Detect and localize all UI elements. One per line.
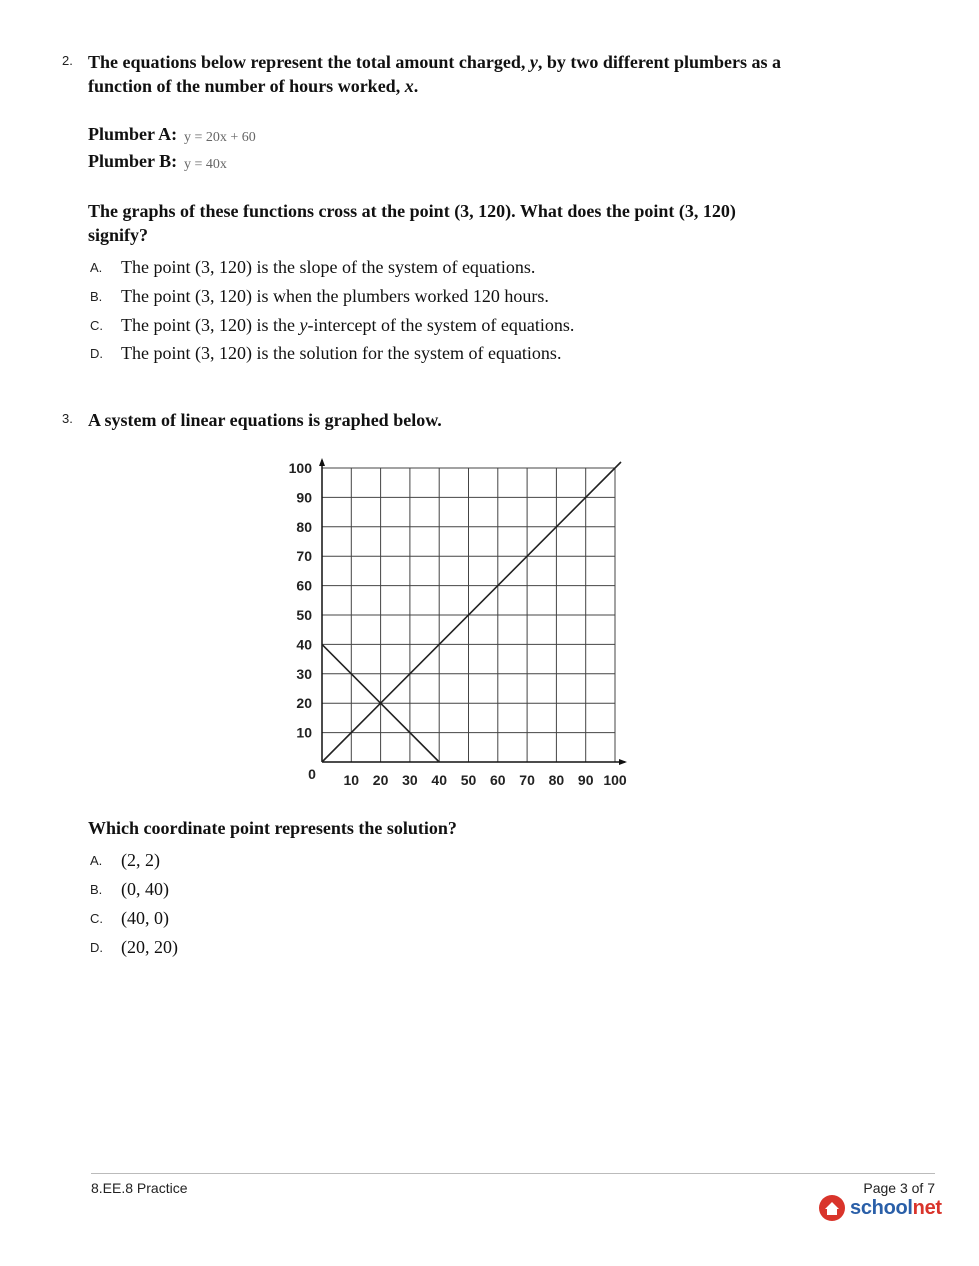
x-tick-label: 40 xyxy=(431,772,447,788)
option-letter-a: A. xyxy=(90,260,103,275)
y-tick-label: 40 xyxy=(296,636,312,653)
x-tick-label: 80 xyxy=(548,772,565,788)
option-d[interactable]: (20, 20) xyxy=(121,937,178,957)
option-text: The point (3, 120) is the xyxy=(121,315,300,335)
plumber-a-equation: y = 20x + 60 xyxy=(184,130,256,145)
stem-text: The equations below represent the total amount charged, xyxy=(88,52,530,72)
y-axis-arrow xyxy=(319,458,325,466)
option-text: -intercept of the system of equations. xyxy=(307,315,575,335)
option-letter-b: B. xyxy=(90,882,103,897)
prompt-line: signify? xyxy=(88,225,149,245)
plumber-b-equation: y = 40x xyxy=(184,157,227,172)
option-variable: y xyxy=(299,315,308,335)
y-tick-label: 10 xyxy=(296,724,312,741)
plumber-a-label: Plumber A: xyxy=(88,124,178,144)
question-prompt: Which coordinate point represents the solution? xyxy=(88,818,457,838)
x-tick-label: 70 xyxy=(519,772,535,788)
x-tick-label: 20 xyxy=(372,772,389,788)
question-number: 2. xyxy=(62,53,73,68)
y-tick-label: 60 xyxy=(296,577,312,594)
prompt-line: The graphs of these functions cross at the point (3, 120). What does the point (3, 120) xyxy=(88,201,736,221)
origin-label: 0 xyxy=(308,766,316,782)
option-letter-a: A. xyxy=(90,853,103,868)
footer-title: 8.EE.8 Practice xyxy=(91,1180,188,1196)
option-letter-d: D. xyxy=(90,346,103,361)
y-tick-label: 80 xyxy=(296,518,312,535)
stem-variable: y xyxy=(529,52,538,72)
stem-text: , by two different plumbers as a xyxy=(537,52,781,72)
plumber-b-label: Plumber B: xyxy=(88,151,178,171)
option-c[interactable]: (40, 0) xyxy=(121,908,169,928)
footer-divider xyxy=(91,1173,935,1174)
option-a[interactable]: (2, 2) xyxy=(121,850,160,870)
brand-text: net xyxy=(912,1196,942,1219)
x-axis-arrow xyxy=(619,759,627,765)
x-tick-label: 30 xyxy=(402,772,418,788)
option-letter-c: C. xyxy=(90,911,103,926)
option-a[interactable]: The point (3, 120) is the slope of the system of equations. xyxy=(121,257,536,277)
house-icon xyxy=(818,1194,846,1222)
x-tick-label: 100 xyxy=(603,772,627,788)
x-tick-label: 50 xyxy=(460,772,477,788)
y-tick-label: 100 xyxy=(288,460,312,476)
option-letter-d: D. xyxy=(90,940,103,955)
question-stem: A system of linear equations is graphed below. xyxy=(88,410,442,430)
option-b[interactable]: The point (3, 120) is when the plumbers worked 120 hours. xyxy=(121,286,549,306)
stem-text: function of the number of hours worked, xyxy=(88,76,405,96)
option-letter-c: C. xyxy=(90,318,103,333)
option-b[interactable]: (0, 40) xyxy=(121,879,169,899)
brand-text: school xyxy=(850,1196,913,1219)
stem-text: . xyxy=(413,76,419,96)
y-tick-label: 90 xyxy=(296,489,312,506)
schoolnet-logo xyxy=(818,1194,942,1222)
stem-variable: x xyxy=(404,76,414,96)
y-tick-label: 30 xyxy=(296,665,312,682)
question-number: 3. xyxy=(62,411,73,426)
series-line-1-extension xyxy=(615,462,621,468)
y-tick-label: 20 xyxy=(296,695,312,712)
y-tick-label: 70 xyxy=(296,548,312,565)
page-number: Page 3 of 7 xyxy=(863,1180,935,1196)
x-tick-label: 90 xyxy=(577,772,594,788)
x-tick-label: 60 xyxy=(490,772,506,788)
option-letter-b: B. xyxy=(90,289,103,304)
option-d[interactable]: The point (3, 120) is the solution for the system of equations. xyxy=(121,343,562,363)
x-tick-label: 10 xyxy=(343,772,360,788)
y-tick-label: 50 xyxy=(296,607,312,623)
